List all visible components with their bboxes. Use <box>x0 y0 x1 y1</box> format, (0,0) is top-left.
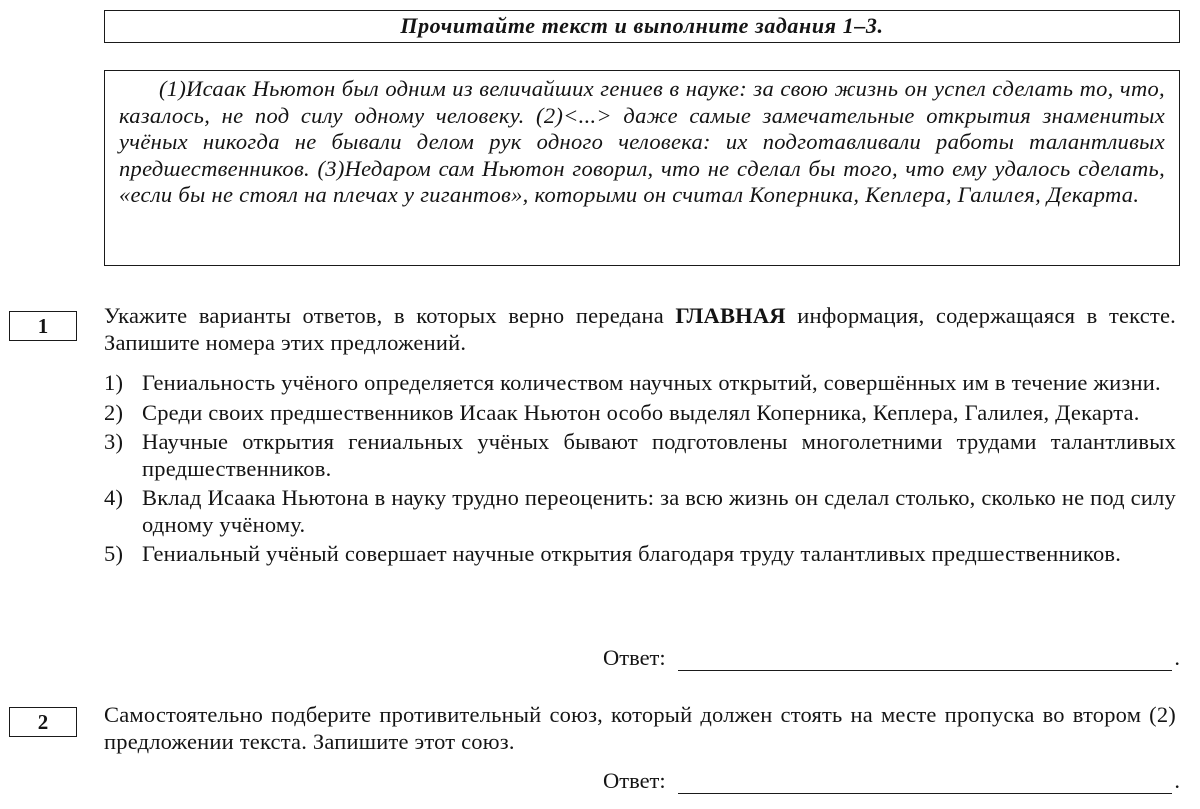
task-2-answer-period: . <box>1174 768 1180 793</box>
task-2-answer <box>603 768 1180 794</box>
task-1-number-box <box>9 311 77 341</box>
task-1-prompt <box>104 303 1176 356</box>
task-2-answer-label: Ответ: <box>603 768 666 793</box>
task-1-answer <box>603 645 1180 671</box>
option-item <box>104 485 1176 538</box>
option-number: 4) <box>104 485 124 510</box>
instruction-text: Прочитайте текст и выполните задания 1–3. <box>400 13 884 38</box>
reading-text-box <box>104 70 1180 266</box>
option-number: 3) <box>104 429 124 454</box>
option-text: Среди своих предшественников Исаак Ньютон особо выделял Коперника, Кеплера, Галилея, Декарта. <box>142 399 1140 425</box>
option-text: Гениальность учёного определяется количеством научных открытий, совершённых им в течение жизни. <box>142 370 1161 395</box>
option-number: 1) <box>104 370 124 395</box>
task-1-prompt-emphasis: ГЛАВНАЯ <box>675 303 786 328</box>
task-1-prompt-start: Укажите варианты ответов, в которых верно передана <box>104 303 676 328</box>
option-text: Гениальный учёный совершает научные открытия благодаря труду талантливых предшественников. <box>142 541 1122 566</box>
task-1-answer-period: . <box>1174 645 1180 670</box>
task-1-answer-field[interactable] <box>678 650 1173 671</box>
task-1-answer-label: Ответ: <box>603 645 666 670</box>
reading-text: (1)Исаак Ньютон был одним из величайших гениев в науке: за свою жизнь он успел сделать то, что, казалось, не под силу одному человеку. (2)<...> даже самые замечательные открытия знаменитых учёных никогда не бывали делом рук одного человека: их подготавливали работы талантливых предшественников. (3)Недаром сам Ньютон говорил, что не сделал бы того, что ему удалось сделать, «если бы не стоял на плечах у гигантов», которыми он считал Коперника, Кеплера, Галилея, Декарта. <box>119 76 1165 207</box>
task-1-number: 1 <box>37 314 49 338</box>
task-2-number-box <box>9 707 77 737</box>
task-2-number: 2 <box>37 710 49 734</box>
option-item <box>104 541 1176 568</box>
option-item <box>104 429 1176 482</box>
task-1-options-list <box>104 370 1176 571</box>
option-item <box>104 400 1176 427</box>
option-number: 5) <box>104 541 124 566</box>
task-2-prompt: Самостоятельно подберите противительный союз, который должен стоять на месте пропуска во втором (2) предложении текста. Запишите этот союз. <box>104 702 1176 754</box>
instruction-header <box>104 10 1180 43</box>
option-text: Вклад Исаака Ньютона в науку трудно переоценить: за всю жизнь он сделал столько, сколько не под силу одному учёному. <box>142 485 1176 537</box>
task-2-answer-field[interactable] <box>678 773 1173 794</box>
option-number: 2) <box>104 399 124 425</box>
task-1-prompt-end: информация, содержащаяся в тексте. Запишите номера этих предложений. <box>104 303 1176 355</box>
option-text: Научные открытия гениальных учёных бывают подготовлены многолетними трудами талантливых предшественников. <box>142 429 1176 481</box>
option-item <box>104 370 1176 397</box>
